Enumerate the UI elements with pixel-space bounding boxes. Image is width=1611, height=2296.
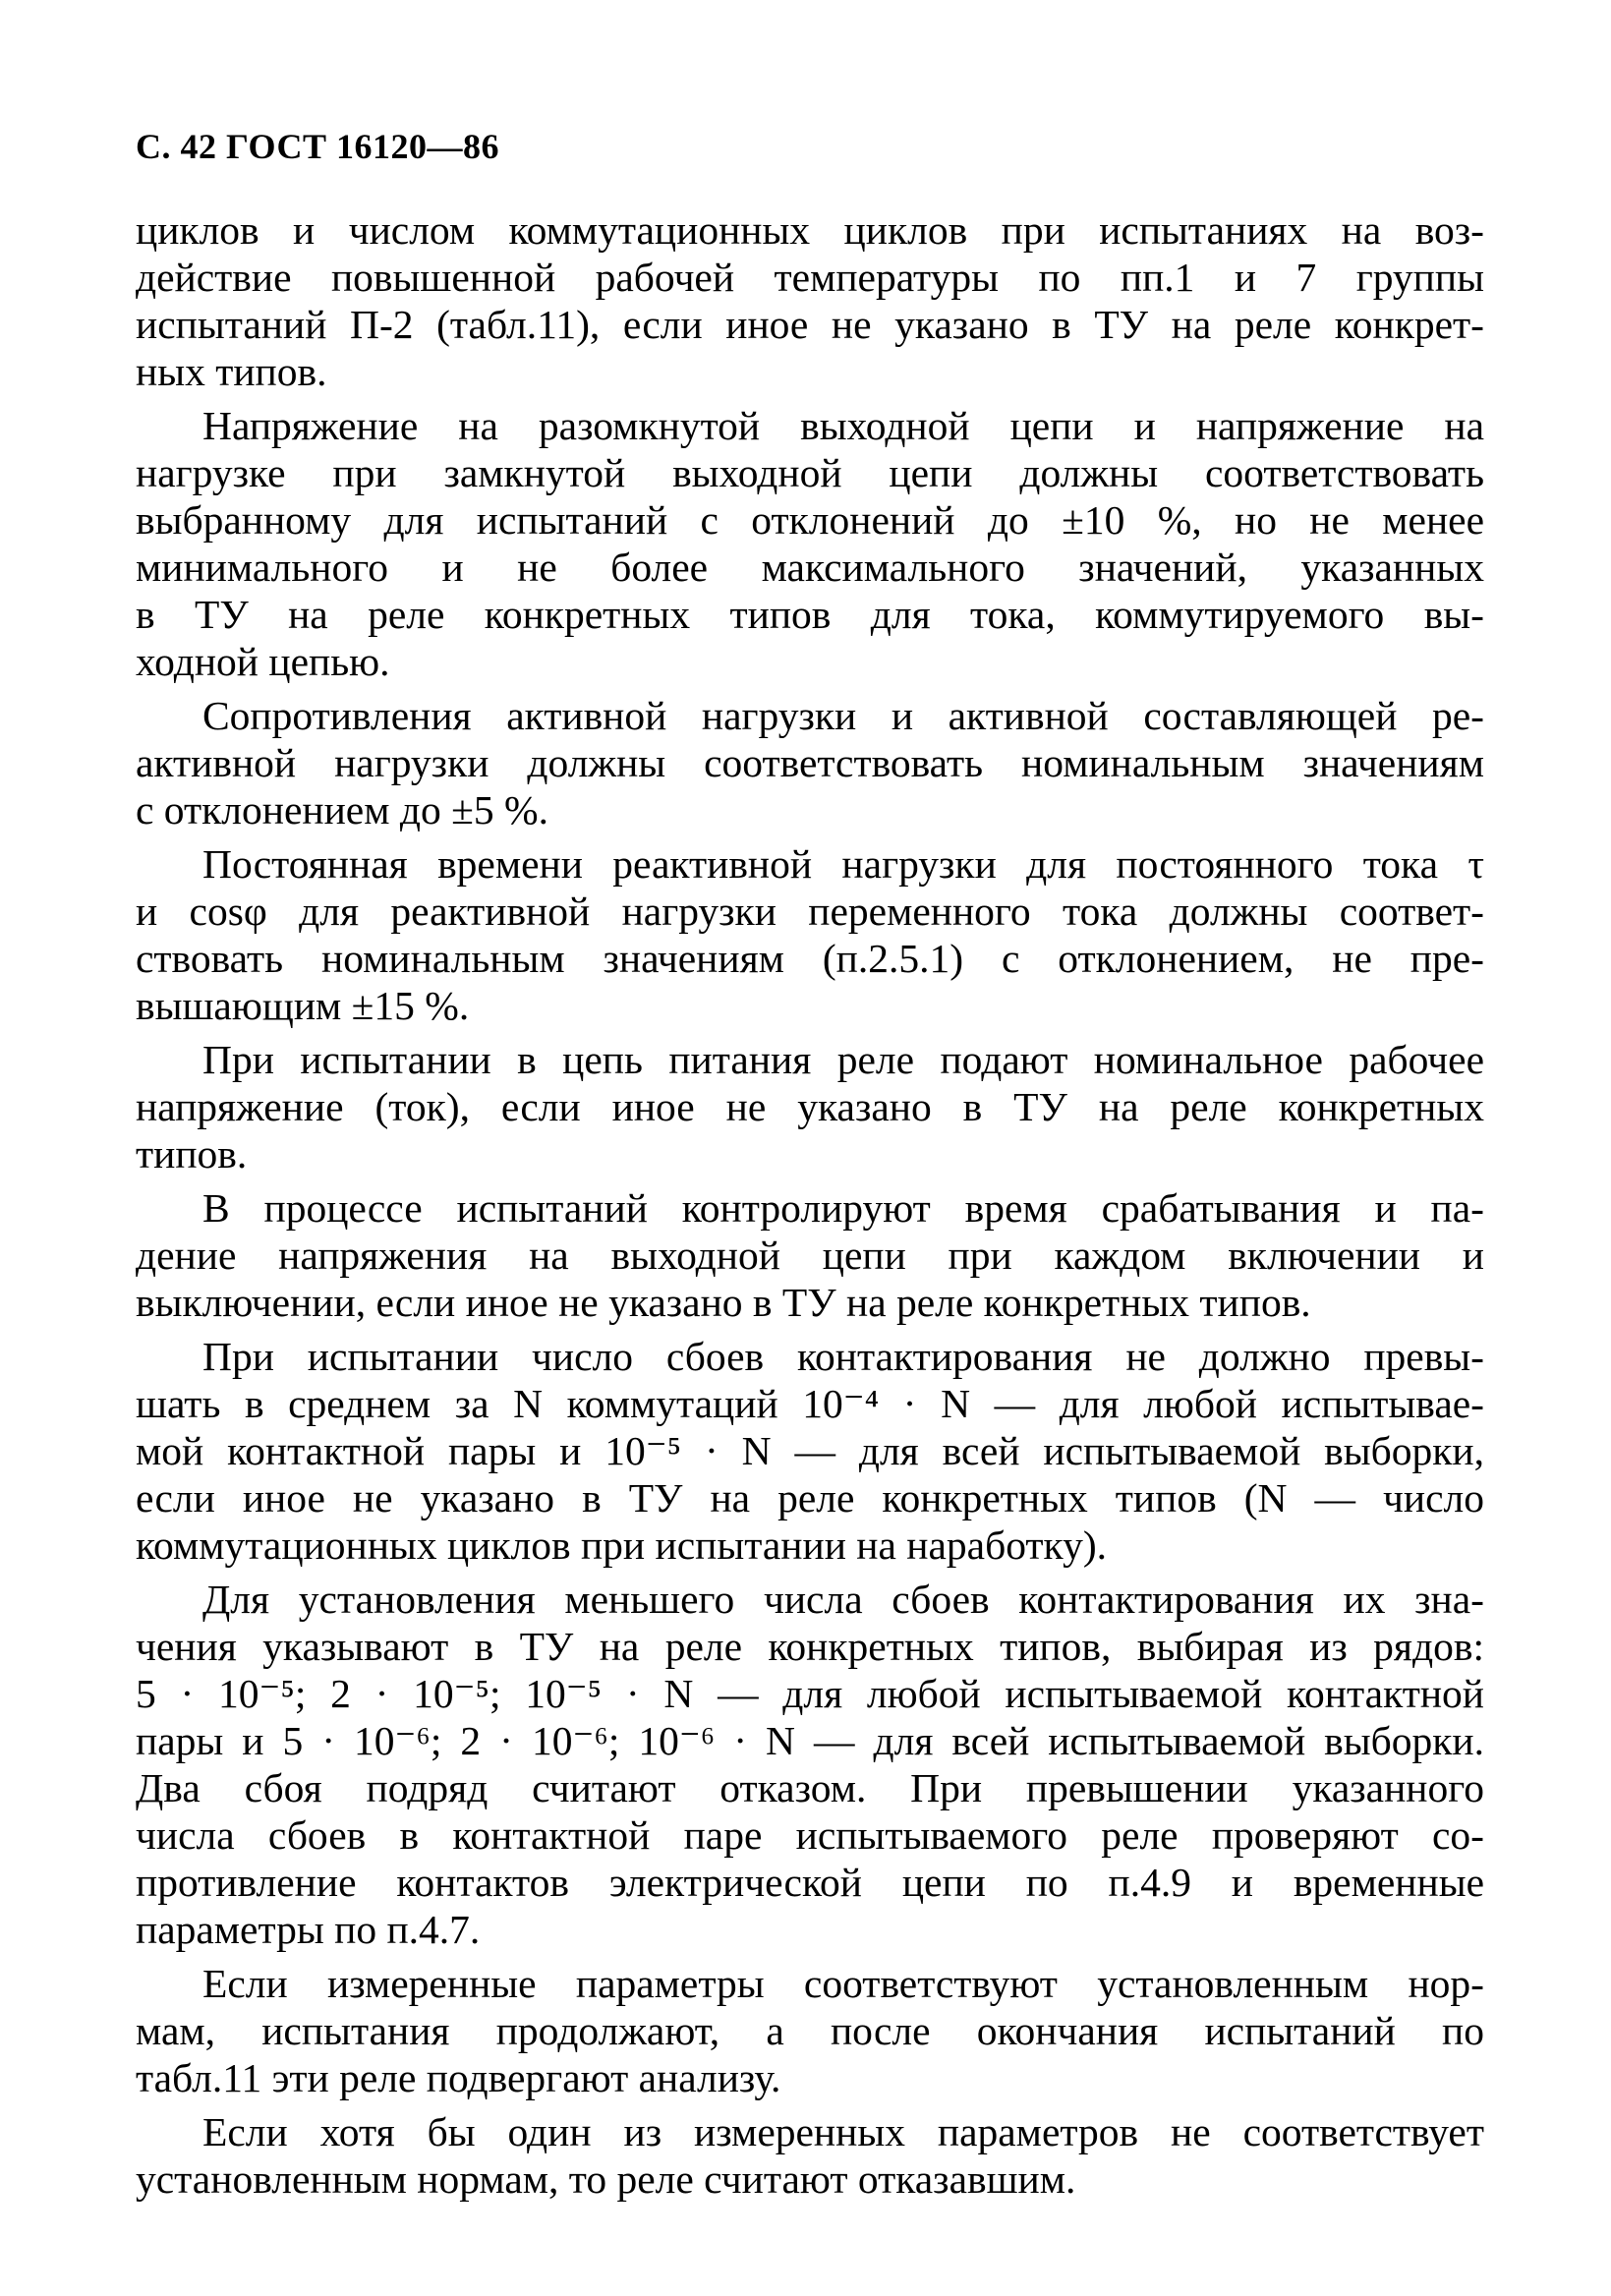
text-line: Если хотя бы один из измеренных параметров не соответствует bbox=[202, 2109, 1484, 2154]
paragraph bbox=[136, 1333, 1484, 1569]
text-line: Для установления меньшего числа сбоев контактирования их зна- bbox=[202, 1577, 1484, 1622]
text-line: в ТУ на реле конкретных типов для тока, коммутируемого вы- bbox=[136, 592, 1484, 637]
text-line: Два сбоя подряд считают отказом. При превышении указанного bbox=[136, 1765, 1484, 1810]
document-body bbox=[136, 206, 1484, 2203]
text-line: циклов и числом коммутационных циклов при испытаниях на воз- bbox=[136, 207, 1484, 253]
text-line: противление контактов электрической цепи по п.4.9 и временные bbox=[136, 1860, 1484, 1905]
text-line: мой контактной пары и 10⁻⁵ · N — для всей испытываемой выборки, bbox=[136, 1428, 1484, 1473]
paragraph bbox=[136, 1576, 1484, 1953]
paragraph bbox=[136, 206, 1484, 395]
text-line: напряжение (ток), если иное не указано в ТУ на реле конкретных bbox=[136, 1084, 1484, 1129]
text-line: типов. bbox=[136, 1131, 248, 1177]
text-line: При испытании в цепь питания реле подают номинальное рабочее bbox=[202, 1037, 1484, 1082]
paragraph bbox=[136, 402, 1484, 685]
text-line: Напряжение на разомкнутой выходной цепи и напряжение на bbox=[202, 403, 1484, 448]
text-line: активной нагрузки должны соответствовать номинальным значениям bbox=[136, 740, 1484, 785]
text-line: действие повышенной рабочей температуры по пп.1 и 7 группы bbox=[136, 255, 1484, 300]
text-line: с отклонением до ±5 %. bbox=[136, 787, 548, 832]
text-line: пары и 5 · 10⁻⁶; 2 · 10⁻⁶; 10⁻⁶ · N — для всей испытываемой выборки. bbox=[136, 1718, 1484, 1763]
text-line: табл.11 эти реле подвергают анализу. bbox=[136, 2055, 781, 2100]
text-line: испытаний П-2 (табл.11), если иное не указано в ТУ на реле конкрет- bbox=[136, 302, 1484, 347]
text-line: мам, испытания продолжают, а после окончания испытаний по bbox=[136, 2008, 1484, 2053]
text-line: минимального и не более максимального значений, указанных bbox=[136, 545, 1484, 590]
text-line: чения указывают в ТУ на реле конкретных типов, выбирая из рядов: bbox=[136, 1624, 1484, 1669]
text-line: ных типов. bbox=[136, 349, 327, 394]
text-line: При испытании число сбоев контактирования не должно превы- bbox=[202, 1334, 1484, 1379]
text-line: В процессе испытаний контролируют время срабатывания и па- bbox=[202, 1185, 1484, 1231]
paragraph bbox=[136, 1960, 1484, 2101]
text-line: вышающим ±15 %. bbox=[136, 983, 470, 1028]
text-line: установленным нормам, то реле считают отказавшим. bbox=[136, 2156, 1076, 2202]
text-line: числа сбоев в контактной паре испытываемого реле проверяют со- bbox=[136, 1812, 1484, 1858]
paragraph bbox=[136, 840, 1484, 1029]
text-line: Сопротивления активной нагрузки и активной составляющей ре- bbox=[202, 693, 1484, 738]
text-line: выключении, если иное не указано в ТУ на реле конкретных типов. bbox=[136, 1280, 1311, 1325]
text-line: ствовать номинальным значениям (п.2.5.1) с отклонением, не пре- bbox=[136, 936, 1484, 981]
text-line: если иное не указано в ТУ на реле конкретных типов (N — число bbox=[136, 1475, 1484, 1521]
text-line: коммутационных циклов при испытании на наработку). bbox=[136, 1522, 1108, 1568]
text-line: и cosφ для реактивной нагрузки переменного тока должны соответ- bbox=[136, 889, 1484, 934]
text-line: Если измеренные параметры соответствуют установленным нор- bbox=[202, 1961, 1484, 2006]
text-line: нагрузке при замкнутой выходной цепи должны соответствовать bbox=[136, 450, 1484, 495]
text-line: Постоянная времени реактивной нагрузки для постоянного тока τ bbox=[202, 841, 1484, 887]
text-line: ходной цепью. bbox=[136, 639, 390, 684]
text-line: шать в среднем за N коммутаций 10⁻⁴ · N — для любой испытывае- bbox=[136, 1381, 1484, 1426]
page-header: С. 42 ГОСТ 16120—86 bbox=[136, 127, 499, 166]
paragraph bbox=[136, 2108, 1484, 2203]
text-line: параметры по п.4.7. bbox=[136, 1907, 481, 1952]
text-line: выбранному для испытаний с отклонений до ±10 %, но не менее bbox=[136, 497, 1484, 543]
paragraph bbox=[136, 1036, 1484, 1177]
paragraph bbox=[136, 692, 1484, 833]
paragraph bbox=[136, 1184, 1484, 1326]
text-line: дение напряжения на выходной цепи при каждом включении и bbox=[136, 1233, 1484, 1278]
text-line: 5 · 10⁻⁵; 2 · 10⁻⁵; 10⁻⁵ · N — для любой испытываемой контактной bbox=[136, 1671, 1484, 1716]
